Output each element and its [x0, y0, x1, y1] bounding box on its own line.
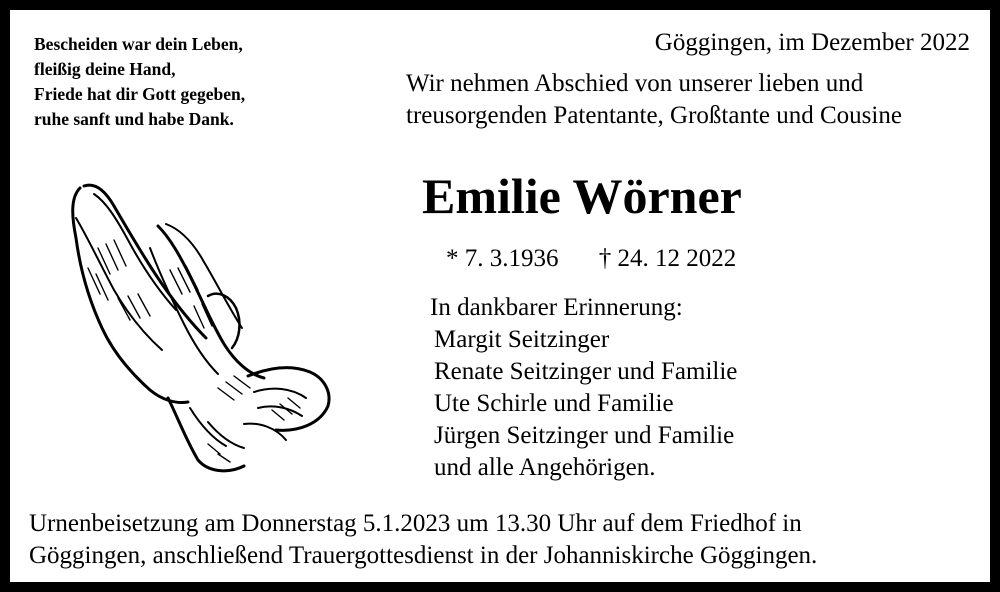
motto-verse — [34, 32, 334, 132]
intro-line: Wir nehmen Abschied von unserer lieben und — [406, 70, 864, 97]
intro-line: treusorgenden Patentante, Großtante und Cousine — [406, 102, 902, 129]
mourners-list — [430, 292, 737, 484]
intro-text — [406, 68, 902, 132]
motto-line: ruhe sanft und habe Dank. — [34, 109, 234, 129]
mourners-heading: In dankbarer Erinnerung: — [430, 294, 683, 321]
burial-line: Urnenbeisetzung am Donnerstag 5.1.2023 um 13.30 Uhr auf dem Friedhof in — [29, 510, 802, 537]
death-date: † 24. 12 2022 — [598, 245, 737, 272]
mourner-name: Ute Schirle und Familie — [434, 390, 674, 417]
burial-line: Göggingen, anschließend Trauergottesdienst in der Johanniskirche Göggingen. — [29, 542, 818, 569]
mourner-name: Jürgen Seitzinger und Familie — [434, 422, 735, 449]
place-date: Göggingen, im Dezember 2022 — [654, 29, 970, 56]
motto-line: Friede hat dir Gott gegeben, — [34, 84, 246, 104]
birth-date: * 7. 3.1936 — [446, 245, 559, 272]
motto-line: fleißig deine Hand, — [34, 59, 176, 79]
mourner-name: und alle Angehörigen. — [434, 454, 656, 481]
mourner-name: Margit Seitzinger — [434, 326, 610, 353]
life-dates — [446, 243, 736, 275]
burial-info — [29, 508, 817, 572]
praying-hands-icon — [58, 178, 338, 478]
motto-line: Bescheiden war dein Leben, — [34, 34, 243, 54]
mourner-name: Renate Seitzinger und Familie — [434, 358, 738, 385]
deceased-name: Emilie Wörner — [422, 168, 742, 224]
